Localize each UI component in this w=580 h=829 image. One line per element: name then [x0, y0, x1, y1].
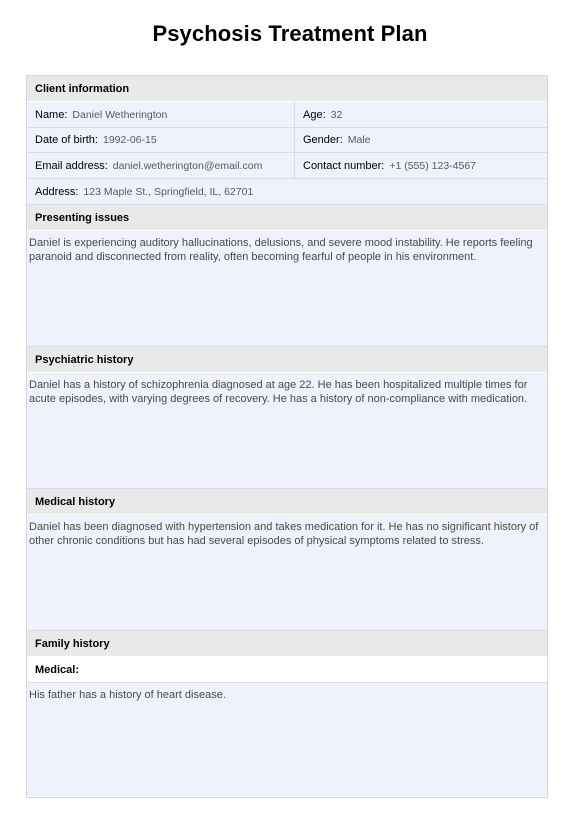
dob-field[interactable]	[27, 128, 295, 152]
gender-label: Gender:	[303, 134, 343, 146]
psychiatric-history-header: Psychiatric history	[27, 347, 547, 373]
contact-number-field[interactable]	[295, 153, 547, 178]
medical-history-header: Medical history	[27, 489, 547, 515]
email-label: Email address:	[35, 159, 108, 172]
dob-label: Date of birth:	[35, 134, 98, 146]
address-value: 123 Maple St., Springfield, IL, 62701	[83, 185, 254, 198]
family-history-header: Family history	[27, 631, 547, 657]
medical-history-text[interactable]: Daniel has been diagnosed with hypertension and takes medication for it. He has no significant history of other chronic conditions but has had several episodes of physical symptoms related to stress.	[27, 515, 547, 631]
dob-value: 1992-06-15	[102, 134, 157, 146]
presenting-issues-text[interactable]: Daniel is experiencing auditory hallucinations, delusions, and severe mood instability. He reports feeling paranoid and disconnected from reality, often becoming fearful of people in his environment.	[27, 231, 547, 347]
family-medical-label: Medical:	[27, 657, 547, 683]
gender-value: Male	[347, 134, 371, 146]
age-field[interactable]	[295, 102, 547, 127]
client-information-header: Client information	[27, 76, 547, 102]
age-value: 32	[330, 108, 343, 121]
address-field[interactable]	[27, 179, 547, 204]
contact-number-label: Contact number:	[303, 159, 385, 172]
name-age-row	[27, 102, 547, 128]
family-medical-text[interactable]: His father has a history of heart disease.	[27, 683, 547, 796]
age-label: Age:	[303, 108, 326, 121]
gender-field[interactable]	[295, 128, 547, 152]
name-label: Name:	[35, 108, 68, 121]
page-title: Psychosis Treatment Plan	[152, 21, 428, 46]
presenting-issues-header: Presenting issues	[27, 205, 547, 231]
name-field[interactable]	[27, 102, 295, 127]
address-label: Address:	[35, 185, 79, 198]
dob-gender-row	[27, 128, 547, 153]
email-contact-row	[27, 153, 547, 179]
psychiatric-history-text[interactable]: Daniel has a history of schizophrenia diagnosed at age 22. He has been hospitalized multiple times for acute episodes, with varying degrees of recovery. He has a history of non-compliance with medication.	[27, 373, 547, 489]
address-row	[27, 179, 547, 205]
email-field[interactable]	[27, 153, 295, 178]
name-value: Daniel Wetherington	[72, 108, 168, 121]
treatment-plan-form	[26, 75, 548, 798]
email-value: daniel.wetherington@email.com	[112, 159, 263, 172]
contact-number-value: +1 (555) 123-4567	[389, 159, 477, 172]
